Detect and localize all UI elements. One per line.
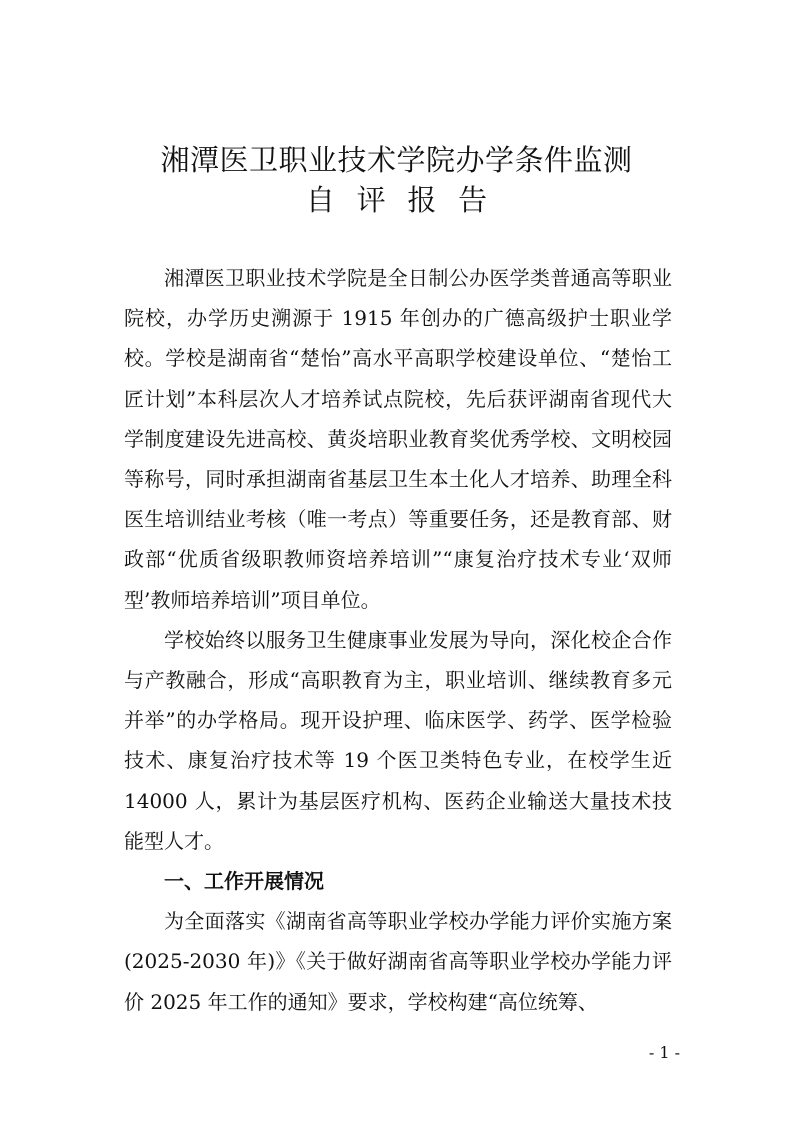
report-title: 湘潭医卫职业技术学院办学条件监测 (160, 143, 633, 177)
report-subtitle: 自评报告 (305, 183, 509, 217)
section-heading: 一、工作开展情况 (164, 869, 324, 894)
development-paragraph: 学校始终以服务卫生健康事业发展为导向，深化校企合作与产教融合，形成“高职教育为主，职业培训、继续教育多元并举”的办学格局。现开设护理、临床医学、药学、医学检验技术、康复治疗技术等 19 个医卫类特色专业，在校学生近 14000 人，累计为基层医疗机构、医药企业输送大量技术技能型人才。 (124, 627, 672, 853)
report-body (124, 258, 672, 1022)
section-paragraph: 为全面落实《湖南省高等职业学校办学能力评价实施方案(2025-2030 年)》《关于做好湖南省高等职业学校办学能力评价 2025 年工作的通知》要求，学校构建“高位统筹、 (124, 909, 672, 1014)
intro-paragraph: 湘潭医卫职业技术学院是全日制公办医学类普通高等职业院校，办学历史溯源于 1915 年创办的广德高级护士职业学校。学校是湖南省“楚怡”高水平高职学校建设单位、“楚怡工匠计划”本科层次人才培养试点院校，先后获评湖南省现代大学制度建设先进高校、黄炎培职业教育奖优秀学校、文明校园等称号，同时承担湖南省基层卫生本土化人才培养、助理全科医生培训结业考核（唯一考点）等重要任务，还是教育部、财政部“优质省级职教师资培养培训”“康复治疗技术专业‘双师型’教师培养培训”项目单位。 (124, 266, 672, 612)
page-number: - 1 - (648, 1043, 680, 1062)
